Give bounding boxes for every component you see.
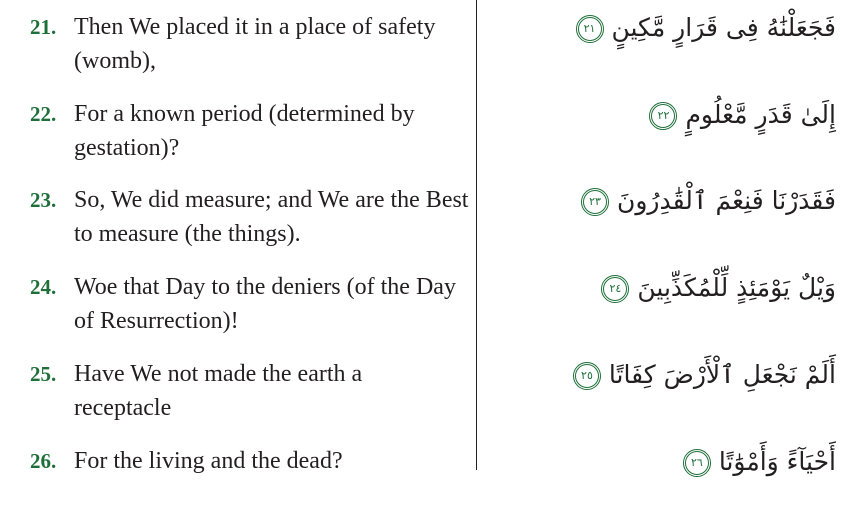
arabic-text: إِلَىٰ قَدَرٍ مَّعْلُومٍ <box>685 100 836 129</box>
verse-arabic-21 <box>506 10 836 46</box>
arabic-text: أَلَمْ نَجْعَلِ ٱلْأَرْضَ كِفَاتًا <box>608 360 836 389</box>
verse-arabic-24 <box>506 270 836 306</box>
verse-text: Have We not made the earth a receptacle <box>74 361 363 421</box>
arabic-text: فَقَدَرْنَا فَنِعْمَ ٱلْقَٰدِرُونَ <box>617 186 836 215</box>
verse-text: Woe that Day to the deniers (of the Day of Resurrection)! <box>74 274 456 334</box>
verse-english-22 <box>30 97 470 165</box>
ayah-marker-icon: ٢٦ <box>683 449 711 477</box>
ayah-marker-icon: ٢٣ <box>581 188 609 216</box>
arabic-text: أَحْيَآءً وَأَمْوَٰتًا <box>718 447 836 476</box>
verse-english-23 <box>30 183 470 251</box>
verse-text: So, We did measure; and We are the Best to measure (the things). <box>74 187 469 247</box>
verse-english-26 <box>30 444 470 478</box>
arabic-text: فَجَعَلْنَٰهُ فِى قَرَارٍ مَّكِينٍ <box>611 13 836 42</box>
verse-text: For the living and the dead? <box>74 448 343 474</box>
ayah-marker-icon: ٢٢ <box>649 102 677 130</box>
verse-arabic-23 <box>506 183 836 219</box>
verse-number: 23. <box>30 188 57 212</box>
arabic-text: وَيْلٌ يَوْمَئِذٍ لِّلْمُكَذِّبِينَ <box>637 273 836 302</box>
verse-number: 21. <box>30 15 57 39</box>
verse-text: Then We placed it in a place of safety (womb), <box>74 14 436 74</box>
verse-text: For a known period (determined by gestation)? <box>74 101 415 161</box>
verse-arabic-26 <box>506 444 836 480</box>
verse-number: 25. <box>30 362 57 386</box>
column-divider <box>476 0 477 470</box>
verse-english-21 <box>30 10 470 78</box>
verse-arabic-25 <box>506 357 836 393</box>
verse-number: 26. <box>30 449 57 473</box>
ayah-marker-icon: ٢٥ <box>573 362 601 390</box>
verse-english-25 <box>30 357 470 425</box>
verse-arabic-22 <box>506 97 836 133</box>
verse-number: 24. <box>30 275 57 299</box>
verse-english-24 <box>30 270 470 338</box>
verse-number: 22. <box>30 102 57 126</box>
ayah-marker-icon: ٢١ <box>576 15 604 43</box>
ayah-marker-icon: ٢٤ <box>601 275 629 303</box>
